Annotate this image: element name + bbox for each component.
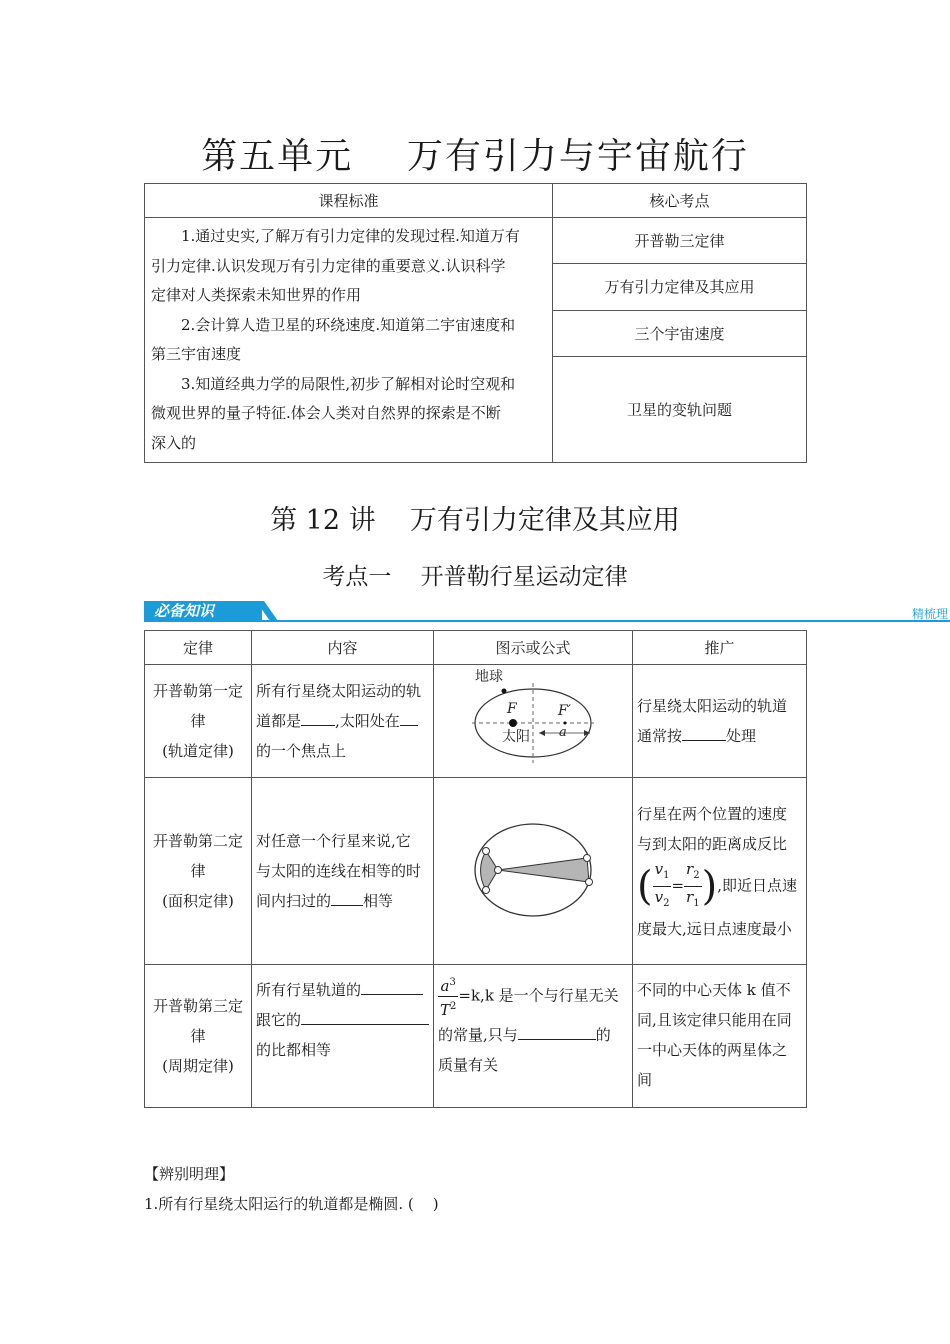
ext-text: 同,且该定律只能用在同 — [637, 1011, 792, 1029]
law2-name — [145, 778, 252, 965]
ext-text: 度最大,远日点速度最小 — [637, 919, 792, 938]
lecture-title: 第 12 讲 万有引力定律及其应用 — [270, 505, 680, 536]
law-name-line: (面积定律) — [162, 892, 234, 910]
standard-line: 深入的 — [151, 433, 197, 452]
ext-text: 处理 — [726, 727, 757, 745]
label-semi-axis: a — [559, 725, 567, 740]
law-name-line: 律 — [190, 712, 206, 730]
subscript: 1 — [693, 897, 700, 909]
header-law: 定律 — [145, 631, 252, 665]
fill-blank[interactable] — [301, 707, 335, 726]
ext-text: 行星在两个位置的速度 — [637, 804, 788, 823]
standard-line: 第三宇宙速度 — [151, 345, 242, 363]
subscript: 2 — [663, 897, 670, 909]
ext-text: 与到太阳的距离成反比 — [637, 834, 788, 853]
banner-line — [144, 620, 950, 622]
knowledge-banner — [144, 601, 950, 623]
law-name-line: 律 — [190, 1027, 206, 1045]
core-point: 开普勒三定律 — [553, 218, 807, 264]
superscript: 3 — [449, 977, 456, 988]
standard-line: 2.会计算人造卫星的环绕速度.知道第二宇宙速度和 — [181, 315, 516, 334]
header-figure: 图示或公式 — [434, 631, 633, 665]
law-name-line: (轨道定律) — [162, 742, 234, 760]
law-name-line: 律 — [190, 862, 206, 880]
law3-formula — [434, 965, 633, 1108]
content-text: 间内扫过的 — [256, 892, 332, 910]
ext-text: 不同的中心天体 k 值不 — [637, 981, 791, 999]
law1-name — [145, 665, 252, 778]
law3-name — [145, 965, 252, 1108]
content-text: 跟它的 — [256, 1011, 302, 1029]
subscript: 2 — [693, 869, 700, 881]
law1-extension — [633, 665, 807, 778]
core-point: 卫星的变轨问题 — [553, 356, 807, 462]
ext-text: 行星绕太阳运动的轨道 — [637, 697, 788, 715]
law-name-line: (周期定律) — [162, 1057, 234, 1075]
banner-right-text: 精梳理 — [911, 607, 948, 621]
label-earth: 地球 — [475, 669, 503, 685]
fill-blank[interactable] — [361, 976, 423, 995]
law1-content — [252, 665, 434, 778]
kepler-laws-table — [144, 630, 807, 1108]
law-name-line: 开普勒第一定 — [152, 682, 243, 700]
subscript: 1 — [663, 869, 670, 881]
banner-label: 必备知识 — [144, 601, 262, 621]
core-point: 万有引力定律及其应用 — [553, 264, 807, 310]
formula-text: =k,k 是一个与行星无关 — [458, 986, 619, 1005]
symbol: v — [654, 887, 664, 906]
content-text: 所有行星绕太阳运动的轨 — [256, 682, 422, 700]
section-title: 考点一 开普勒行星运动定律 — [322, 564, 628, 590]
content-text: 道都是 — [256, 712, 302, 730]
discrimination-heading: 【辨别明理】 — [144, 1165, 235, 1183]
ext-text: 通常按 — [637, 727, 683, 745]
fill-blank[interactable] — [331, 887, 363, 906]
standard-line: 微观世界的量子特征.体会人类对自然界的探索是不断 — [151, 404, 501, 422]
law3-content — [252, 965, 434, 1108]
header-extension: 推广 — [633, 631, 807, 665]
question-1: 1.所有行星绕太阳运行的轨道都是椭圆. ( ) — [144, 1195, 439, 1213]
content-text: 相等 — [363, 892, 394, 910]
symbol: T — [440, 1001, 451, 1019]
symbol: v — [654, 859, 664, 878]
header-points: 核心考点 — [553, 184, 807, 218]
core-point: 三个宇宙速度 — [553, 310, 807, 356]
unit-title: 第五单元 万有引力与宇宙航行 — [201, 136, 749, 177]
ext-text: ,即近日点速 — [717, 876, 797, 894]
formula-text: 的常量,只与 — [438, 1026, 518, 1044]
banner-slash-icon — [256, 601, 280, 622]
content-text: 的一个焦点上 — [256, 742, 347, 760]
law2-extension — [633, 778, 807, 965]
fill-blank[interactable] — [682, 722, 726, 741]
content-text: 与太阳的连线在相等的时 — [256, 862, 422, 880]
formula-text: 的 — [595, 1026, 611, 1044]
velocity-ratio-formula: ( $\frac{v_1}{v_2}$ = $\frac{r_2}{r_1}$ ) — [637, 859, 718, 909]
law1-figure — [434, 665, 633, 778]
standards-cell — [145, 218, 553, 463]
fill-blank[interactable] — [301, 1006, 429, 1025]
label-focus-fprime: F′ — [558, 703, 571, 719]
law3-extension — [633, 965, 807, 1108]
content-text: 的比都相等 — [256, 1041, 332, 1059]
standard-line: 引力定律.认识发现万有引力定律的重要意义.认识科学 — [151, 256, 506, 275]
content-text: ,太阳处在 — [335, 712, 400, 730]
symbol: a — [440, 977, 450, 995]
ellipse-orbit-diagram — [434, 665, 633, 773]
ext-text: 一中心天体的两星体之 — [637, 1041, 788, 1059]
course-standards-table — [144, 183, 807, 463]
formula-text: 质量有关 — [438, 1056, 499, 1074]
header-standard: 课程标准 — [145, 184, 553, 218]
label-focus-f: F — [507, 701, 517, 717]
period-law-fraction — [438, 973, 458, 1020]
content-text: 所有行星轨道的 — [256, 981, 362, 999]
header-content: 内容 — [252, 631, 434, 665]
standard-line: 1.通过史实,了解万有引力定律的发现过程.知道万有 — [181, 227, 520, 245]
standard-line: 定律对人类探索未知世界的作用 — [151, 286, 362, 304]
symbol: r — [686, 859, 694, 878]
superscript: 2 — [450, 1001, 457, 1012]
law2-figure — [434, 778, 633, 965]
law-name-line: 开普勒第三定 — [152, 997, 243, 1015]
standard-line: 3.知道经典力学的局限性,初步了解相对论时空观和 — [181, 374, 516, 393]
label-sun: 太阳 — [502, 729, 530, 745]
fill-blank[interactable] — [518, 1021, 596, 1040]
law2-content — [252, 778, 434, 965]
ext-text: 间 — [637, 1071, 653, 1089]
law-name-line: 开普勒第二定 — [152, 832, 243, 850]
fill-blank[interactable] — [400, 707, 418, 726]
symbol: r — [686, 887, 694, 906]
area-law-diagram — [434, 778, 633, 960]
content-text: 对任意一个行星来说,它 — [256, 832, 411, 850]
